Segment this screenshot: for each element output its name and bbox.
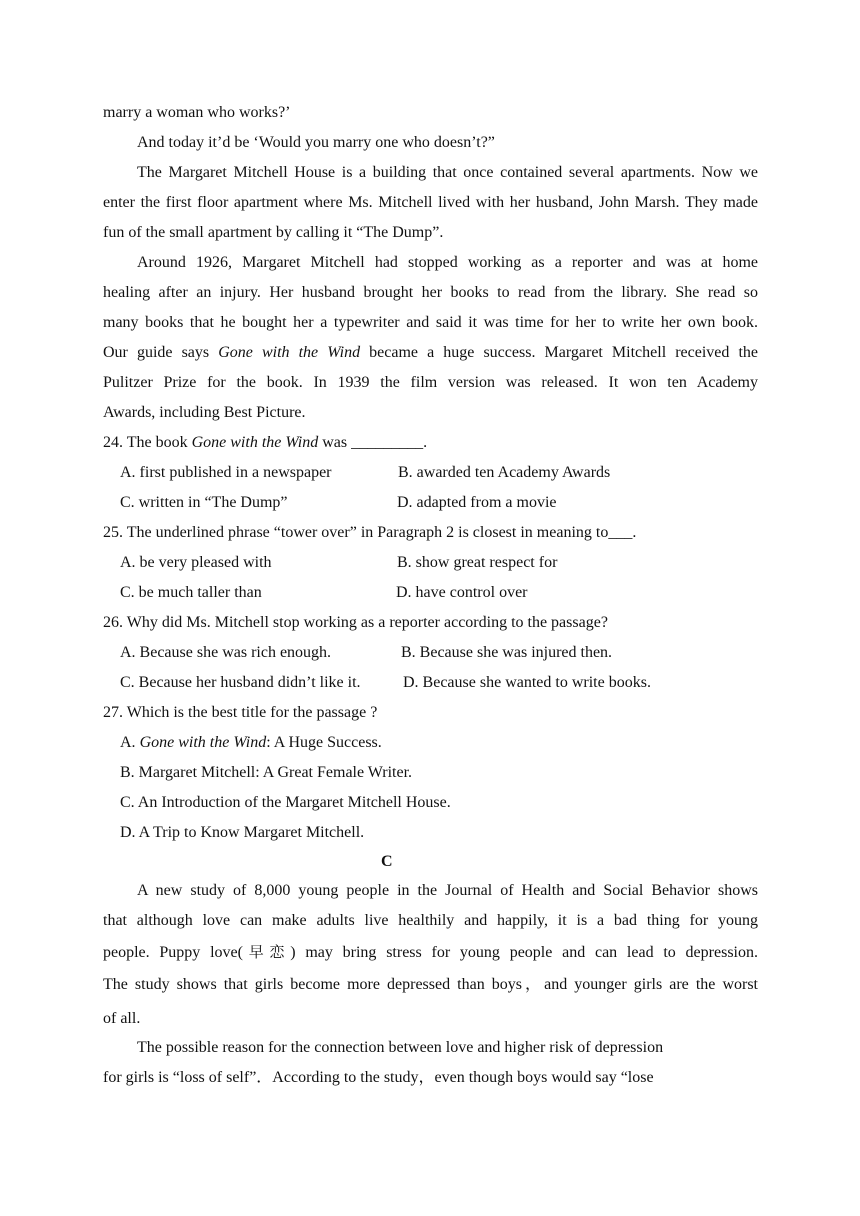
question-25-option-b: B. show great respect for	[397, 554, 558, 571]
paragraph-line: The possible reason for the connection between love and higher risk of depression	[137, 1039, 664, 1056]
question-26-option-a: A. Because she was rich enough.	[120, 644, 332, 661]
question-26-stem: 26. Why did Ms. Mitchell stop working as a reporter according to the passage?	[103, 614, 608, 631]
question-26-option-c: C. Because her husband didn’t like it.	[120, 674, 361, 691]
paragraph-line: people. Puppy love(早恋) may bring stress for young people and can lead to depression.	[103, 943, 758, 961]
paragraph-line: The study shows that girls become more depressed than boys，and younger girls are the worst	[103, 976, 758, 993]
question-25-option-c: C. be much taller than	[120, 584, 262, 601]
paragraph-line: Around 1926, Margaret Mitchell had stopped working as a reporter and was at home	[137, 254, 758, 271]
question-27-option-b: B. Margaret Mitchell: A Great Female Writer.	[120, 764, 413, 781]
question-24-option-b: B. awarded ten Academy Awards	[398, 464, 611, 481]
question-27-option-a: A. Gone with the Wind: A Huge Success.	[120, 734, 382, 751]
paragraph-line: that although love can make adults live healthily and happily, it is a bad thing for young	[103, 912, 758, 929]
book-title: Gone with the Wind	[218, 344, 361, 361]
question-27-option-d: D. A Trip to Know Margaret Mitchell.	[120, 824, 365, 841]
paragraph-line: for girls is “loss of self”．According to the study，even though boys would say “lose	[103, 1069, 654, 1086]
paragraph-line: many books that he bought her a typewriter and said it was time for her to write her own book.	[103, 314, 758, 331]
question-25-option-d: D. have control over	[396, 584, 528, 601]
paragraph-line: of all.	[103, 1010, 141, 1027]
question-27-stem: 27. Which is the best title for the passage ?	[103, 704, 378, 721]
paragraph-line: enter the first floor apartment where Ms. Mitchell lived with her husband, John Marsh. They made	[103, 194, 758, 211]
paragraph-line: fun of the small apartment by calling it “The Dump”.	[103, 224, 444, 241]
paragraph-line: healing after an injury. Her husband brought her books to read from the library. She read so	[103, 284, 758, 301]
question-24-stem: 24. The book Gone with the Wind was _________.	[103, 434, 428, 451]
question-26-option-b: B. Because she was injured then.	[401, 644, 613, 661]
question-24-option-a: A. first published in a newspaper	[120, 464, 332, 481]
text-line: marry a woman who works?’	[103, 104, 291, 121]
question-24-option-c: C. written in “The Dump”	[120, 494, 288, 511]
question-24-option-d: D. adapted from a movie	[397, 494, 557, 511]
question-25-stem: 25. The underlined phrase “tower over” in Paragraph 2 is closest in meaning to___.	[103, 524, 637, 541]
paragraph-line: Our guide says Gone with the Wind became a huge success. Margaret Mitchell received the	[103, 344, 759, 361]
paragraph-line: Awards, including Best Picture.	[103, 404, 306, 421]
paragraph-line: A new study of 8,000 young people in the Journal of Health and Social Behavior shows	[137, 882, 758, 899]
question-26-option-d: D. Because she wanted to write books.	[403, 674, 651, 691]
paragraph-line: Pulitzer Prize for the book. In 1939 the film version was released. It won ten Academy	[103, 374, 758, 391]
question-25-option-a: A. be very pleased with	[120, 554, 272, 571]
paragraph-line: The Margaret Mitchell House is a building that once contained several apartments. Now we	[137, 164, 758, 181]
text-line: And today it’d be ‘Would you marry one who doesn’t?”	[137, 134, 495, 151]
question-27-option-c: C. An Introduction of the Margaret Mitchell House.	[120, 794, 451, 811]
section-heading: C	[381, 853, 393, 870]
